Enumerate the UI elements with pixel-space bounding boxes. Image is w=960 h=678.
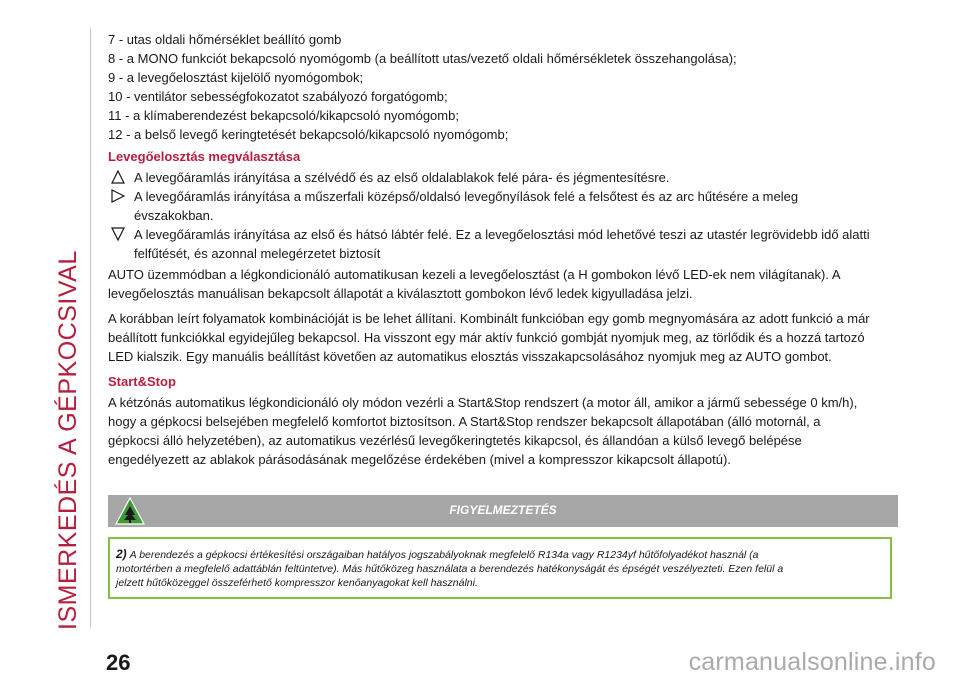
warning-box: [108, 537, 892, 599]
warning-text: A berendezés a gépkocsi értékesítési országaiban hatályos jogszabályoknak megfelelő R134a vagy R1234yf hűtőfolyadékot használ (a: [129, 549, 759, 561]
distribution-heading: Levegőelosztás megválasztása: [108, 149, 301, 164]
distribution-option-windshield: [108, 168, 898, 187]
option-text: A levegőáramlás irányítása az első és hátsó lábtér felé. Ez a levegőelosztási mód lehetővé teszi az utastér legrövidebb idő alatti: [134, 227, 870, 242]
section-side-title: ISMERKEDÉS A GÉPKOCSIVAL: [54, 250, 82, 630]
page-number: 26: [106, 650, 131, 675]
startstop-paragraph: [108, 393, 898, 469]
list-item: 9 - a levegőelosztást kijelölő nyomógombok;: [108, 70, 364, 85]
paragraph-line: LED kialszik. Egy manuális beállítást követően az automatikus elosztás visszakapcsolásához nyomjuk meg az AUTO gombot.: [108, 349, 832, 364]
warning-line: jelzett hűtőközeggel összeférhető kompresszor kenőanyagokat kell használni.: [116, 577, 478, 589]
side-divider: [90, 28, 91, 628]
triangle-up-icon: [110, 169, 126, 185]
list-item: 8 - a MONO funkciót bekapcsoló nyomógomb (a beállított utas/vezető oldali hőmérsékletek összehangolása);: [108, 51, 737, 66]
paragraph-line: levegőelosztás manuálisan bekapcsolt állapotát a kiválasztott gombokon lévő ledek kigyulladása jelzi.: [108, 286, 693, 301]
list-item: 7 - utas oldali hőmérséklet beállító gomb: [108, 32, 342, 47]
paragraph-line: A korábban leírt folyamatok kombinációját is be lehet állítani. Kombinált funkcióban egy gomb megnyomására az adott funkció a már: [108, 311, 870, 326]
paragraph-line: AUTO üzemmódban a légkondicionáló automatikusan kezeli a levegőelosztást (a H gombokon lévő LED-ek nem világítanak). A: [108, 267, 841, 282]
startstop-heading: Start&Stop: [108, 374, 176, 389]
list-item: 12 - a belső levegő keringtetését bekapcsoló/kikapcsoló nyomógomb;: [108, 127, 509, 142]
auto-paragraph: [108, 265, 898, 303]
paragraph-line: hogy a gépkocsi belsejében megfelelő komfortot biztosítson. A Start&Stop rendszer bekapcsolt állapotában (álló motornál, a: [108, 414, 821, 429]
list-item: 10 - ventilátor sebességfokozatot szabályozó forgatógomb;: [108, 89, 448, 104]
triangle-right-icon: [110, 188, 126, 204]
warning-reference: 2): [116, 547, 127, 561]
warning-title: FIGYELMEZTETÉS: [449, 503, 557, 517]
option-text: A levegőáramlás irányítása a szélvédő és az első oldalablakok felé pára- és jégmentesítésre.: [134, 170, 670, 185]
triangle-down-icon: [110, 226, 126, 242]
warning-line: [116, 547, 890, 562]
paragraph-line: engedélyezett az ablakok párásodásának megelőzése érdekében (mivel a kompresszor kikapcsolt állapotú).: [108, 452, 731, 467]
warning-line: motortérben a megfelelő adattáblán feltüntetve). Más hűtőközeg használata a berendezés hatékonyságát és épségét veszélyezteti. Ezen felül a: [116, 563, 784, 575]
distribution-option-footwell: [108, 225, 898, 263]
warning-header: [108, 495, 898, 527]
distribution-option-dashboard: [108, 187, 898, 225]
list-item: 11 - a klímaberendezést bekapcsoló/kikapcsoló nyomógomb;: [108, 108, 459, 123]
main-content: [108, 30, 898, 475]
paragraph-line: beállított funkciókkal egyidejűleg bekapcsol. Ha visszont egy már aktív funkció gombját nyomjuk meg, az törlődik és a hozzá tartozó: [108, 330, 865, 345]
option-text: évszakokban.: [134, 208, 214, 223]
option-text: A levegőáramlás irányítása a műszerfali középső/oldalsó levegőnyílások felé a felsőtest és az arc hűtésére a meleg: [134, 189, 799, 204]
option-text: felfűtését, és azonnal melegérzetet biztosít: [134, 246, 381, 261]
paragraph-line: gépkocsi álló helyzetében), az automatikus vezérlésű levegőkeringtetés kikapcsol, és állandóan a külső levegő belépése: [108, 433, 802, 448]
paragraph-line: A kétzónás automatikus légkondicionáló oly módon vezérli a Start&Stop rendszert (a motor áll, amikor a jármű sebessége 0 km/h),: [108, 395, 858, 410]
combination-paragraph: [108, 309, 898, 366]
watermark: carmanualsonline.info: [688, 648, 936, 676]
